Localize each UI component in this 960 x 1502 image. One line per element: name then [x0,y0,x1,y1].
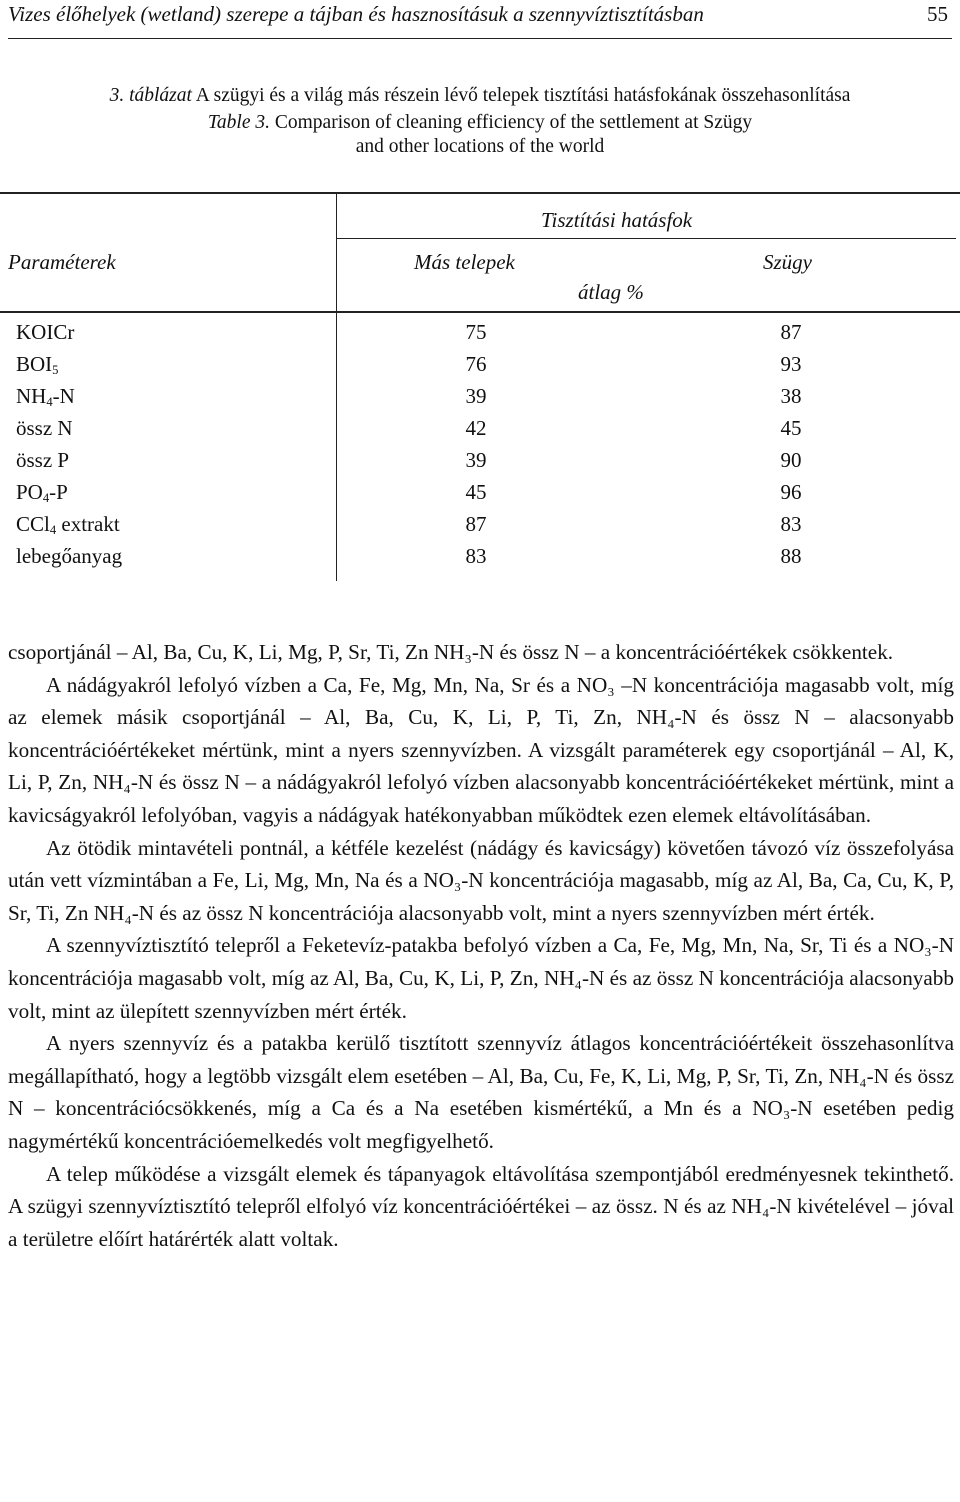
param-cell: CCl$_4$ extrakt [16,512,120,537]
caption-text-hu: A szügyi és a világ más részein lévő telepek tisztítási hatásfokának összehasonlítása [191,85,851,106]
szugy-value-cell: 38 [780,384,802,408]
table-caption-hu [0,82,960,109]
paragraph: Az ötödik mintavételi pontnál, a kétféle kezelést (nádágy és kavicságy) követően távozó víz összefolyása után vett vízmintában a Fe, Li, Mg, Mn, Na és a NO₃-N koncentrációja magasabb, míg az Al, Ba, Ca, Cu, K, P, Sr, Ti, Zn NH₄-N és az össz N koncentrációja alacsonyabb volt, mint a nyers szennyvízben mért érték. [8,835,954,925]
table-caption-en-2: and other locations of the world [355,136,605,157]
group-header-rule [336,238,956,239]
szugy-value-cell: 96 [780,480,802,504]
param-cell: $PO_4-P$ [16,480,68,505]
caption-text-en: Comparison of cleaning efficiency of the settlement at Szügy [270,112,753,133]
table-top-rule [0,192,960,194]
caption-label-hu: 3. táblázat [109,85,192,106]
paragraph: A telep működése a vizsgált elemek és tápanyagok eltávolítása szempontjából eredményesnek tekinthető. A szügyi szennyvíztisztító telepről elfolyó víz koncentrációértékei – az össz. N és az NH₄-N kivételével – jóval a területre előírt határérték alatt voltak. [8,1161,954,1251]
running-header [8,0,952,39]
param-cell: össz N [16,416,73,440]
column-header-szugy: Szügy [763,250,812,274]
column-header-param: Paraméterek [8,250,116,274]
column-header-other: Más telepek [414,250,515,274]
paragraph: csoportjánál – Al, Ba, Cu, K, Li, Mg, P, Sr, Ti, Zn NH₃-N és össz N – a koncentrációértékek csökkentek. [8,640,894,664]
szugy-value-cell: 83 [780,512,802,536]
table-caption-en [0,109,960,136]
param-cell: $BOI_5$ [16,352,59,377]
other-value-cell: 39 [465,448,487,472]
szugy-value-cell: 90 [780,448,802,472]
running-title: Vizes élőhelyek (wetland) szerepe a tájban és hasznosításuk a szennyvíztisztításban [8,2,704,26]
param-cell: $NH_4-N$ [16,384,75,409]
param-cell: össz P [16,448,70,472]
szugy-value-cell: 45 [780,416,802,440]
page-number: 55 [927,2,948,26]
column-unit: átlag % [578,280,644,304]
other-value-cell: 87 [465,512,487,536]
szugy-value-cell: 88 [780,544,802,568]
param-cell: KOICr [16,320,75,344]
group-header: Tisztítási hatásfok [541,208,693,232]
body-text [8,636,954,1255]
other-value-cell: 75 [465,320,487,344]
other-value-cell: 83 [465,544,487,568]
paragraph: A szennyvíztisztító telepről a Feketevíz-patakba befolyó vízben a Ca, Fe, Mg, Mn, Na, Sr, Ti és a NO₃-N koncentrációja magasabb volt, míg az Al, Ba, Cu, K, Li, P, Zn, NH₄-N és az össz N koncentrációja alacsonyabb volt, mint az ülepített szennyvízben mért érték. [8,933,954,1023]
paragraph: A nyers szennyvíz és a patakba kerülő tisztított szennyvíz átlagos koncentrációértékeit összehasonlítva megállapítható, hogy a legtöbb vizsgált elem esetében – Al, Ba, Cu, Fe, K, Li, Mg, P, Sr, Ti, Zn, NH₄-N és össz N – koncentrációcsökkenés, míg a Ca és a Na esetében kismértékű, a Mn és a NO₃-N esetében pedig nagymértékű koncentrációemelkedés volt megfigyelhető. [8,1031,954,1153]
caption-label-en: Table 3. [207,112,270,133]
paragraph: A nádágyakról lefolyó vízben a Ca, Fe, Mg, Mn, Na, Sr és a NO₃ –N koncentrációja magasabb volt, míg az elemek másik csoportjánál – Al, Ba, Cu, K, Li, P, Ti, Zn, NH₄-N és össz N – alacsonyabb koncentrációértékeket mértünk, mint a nyers szennyvízben. A vizsgált paraméterek egy csoportjánál – Al, K, Li, P, Zn, NH₄-N és össz N – a nádágyakról lefolyó vízben alacsonyabb koncentrációértékeket mértünk, mint a kavicságyakról lefolyóban, vagyis a nádágyak hatékonyabban működtek ezen elemek eltávolításában. [8,672,954,827]
other-value-cell: 42 [465,416,487,440]
column-divider [336,193,337,581]
other-value-cell: 39 [465,384,487,408]
header-bottom-rule [0,311,960,313]
other-value-cell: 45 [465,480,487,504]
szugy-value-cell: 87 [780,320,802,344]
other-value-cell: 76 [465,352,487,376]
szugy-value-cell: 93 [780,352,802,376]
param-cell: lebegőanyag [16,544,123,568]
